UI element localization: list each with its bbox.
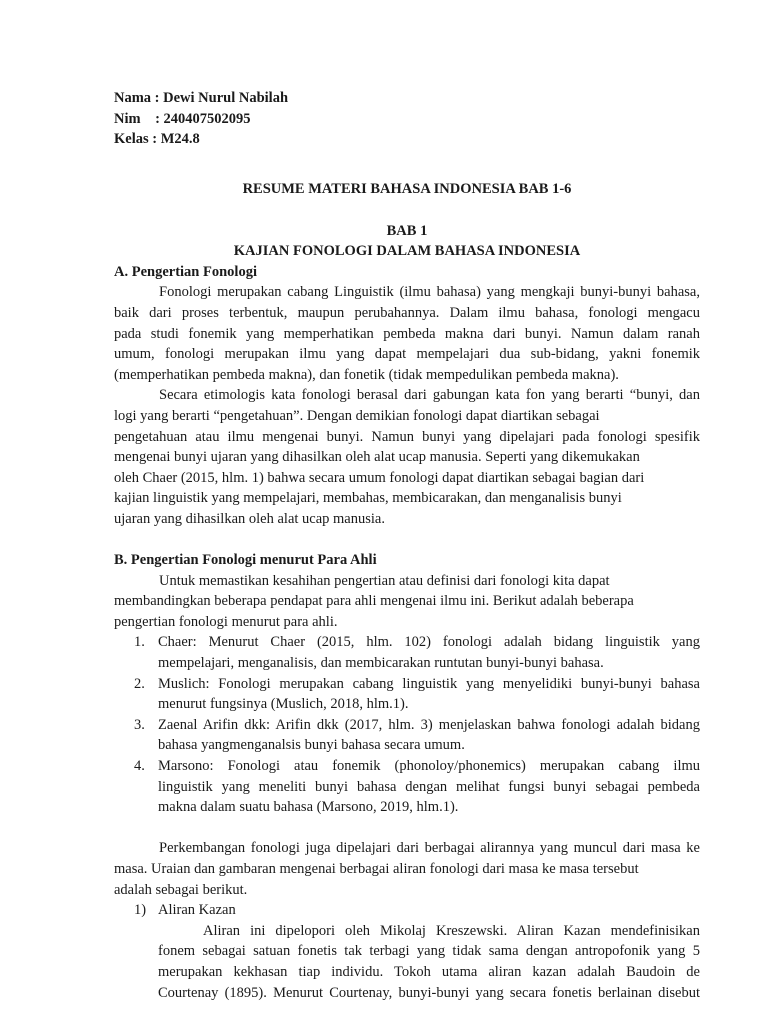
paragraph-line: kajian linguistik yang mempelajari, membahas, membicarakan, dan menganalisis bunyi: [114, 490, 622, 507]
expert-list: [114, 632, 700, 817]
list-line: fonem sebagai satuan fonetis tak terbagi yang tidak sama dengan antropofonik yang 5: [158, 943, 700, 960]
list-number: 3.: [134, 716, 145, 733]
list-line: menurut fungsinya (Muslich, 2018, hlm.1).: [158, 696, 409, 713]
section-a-paragraph-2: [114, 385, 700, 529]
paragraph-line: umum, fonologi merupakan ilmu yang dapat mempelajari dua sub-bidang, yakni fonemik: [114, 346, 700, 363]
nim-line: Nim : 240407502095: [114, 110, 251, 127]
student-info: [114, 88, 700, 150]
paragraph-line: adalah sebagai berikut.: [114, 881, 248, 898]
list-item: [114, 900, 700, 1003]
document-title: RESUME MATERI BAHASA INDONESIA BAB 1-6: [242, 181, 572, 198]
section-a-paragraph-1: [114, 282, 700, 385]
paragraph-line: pengertian fonologi menurut para ahli.: [114, 613, 338, 630]
list-number: 2.: [134, 675, 145, 692]
paragraph-line: masa. Uraian dan gambaran mengenai berbagai aliran fonologi dari masa ke masa tersebut: [114, 860, 639, 877]
list-line: linguistik yang meneliti bunyi bahasa dengan melihat fungsi bunyi sebagai pembeda: [158, 778, 700, 795]
list-item: [114, 674, 700, 715]
name-line: Nama : Dewi Nurul Nabilah: [114, 90, 289, 106]
list-line: merupakan kekhasan tiap individu. Tokoh utama aliran kazan adalah Baudoin de: [158, 963, 700, 980]
section-b-heading: B. Pengertian Fonologi menurut Para Ahli: [114, 552, 377, 569]
list-item: [114, 632, 700, 673]
paragraph-line: Fonologi merupakan cabang Linguistik (ilmu bahasa) yang mengkaji bunyi-bunyi bahasa,: [159, 284, 700, 301]
paragraph-line: ujaran yang dihasilkan oleh alat ucap manusia.: [114, 510, 385, 527]
list-line: makna dalam suatu bahasa (Marsono, 2019, hlm.1).: [158, 799, 459, 816]
paragraph-line: Secara etimologis kata fonologi berasal dari gabungan kata fon yang berarti “bunyi, dan: [159, 387, 700, 404]
development-paragraph: [114, 838, 700, 900]
paragraph-line: Untuk memastikan kesahihan pengertian atau definisi dari fonologi kita dapat: [159, 572, 610, 589]
list-number: 1.: [134, 634, 145, 651]
section-b-intro: [114, 571, 700, 633]
list-line: Courtenay (1895). Menurut Courtenay, bunyi-bunyi yang secara fonetis berlainan disebut: [158, 984, 700, 1001]
paragraph-line: membandingkan beberapa pendapat para ahli mengenai ilmu ini. Berikut adalah beberapa: [114, 593, 634, 610]
paragraph-line: (memperhatikan pembeda makna), dan fonetik (tidak mempedulikan pembeda makna).: [114, 366, 619, 383]
chapter-title: KAJIAN FONOLOGI DALAM BAHASA INDONESIA: [233, 243, 581, 260]
paragraph-line: pada studi fonemik yang memperhatikan pembeda makna dari bunyi. Namun dalam ranah: [114, 325, 700, 342]
paragraph-line: Perkembangan fonologi juga dipelajari dari berbagai alirannya yang muncul dari masa ke: [159, 840, 700, 857]
paragraph-line: logi yang berarti “pengetahuan”. Dengan demikian fonologi dapat diartikan sebagai: [114, 407, 600, 424]
paragraph-line: oleh Chaer (2015, hlm. 1) bahwa secara umum fonologi dapat diartikan sebagai bagian dari: [114, 469, 645, 486]
chapter-label: BAB 1: [386, 222, 428, 239]
list-item: [114, 715, 700, 756]
list-number: 1): [134, 902, 147, 919]
list-item: [114, 756, 700, 818]
document-body: [114, 88, 700, 1003]
aliran-title: Aliran Kazan: [158, 902, 236, 919]
paragraph-line: mengenai bunyi ujaran yang dihasilkan oleh alat ucap manusia. Seperti yang dikemukakan: [114, 449, 640, 466]
list-line: Marsono: Fonologi atau fonemik (phonoloy/phonemics) merupakan cabang ilmu: [158, 758, 700, 774]
list-line: Chaer: Menurut Chaer (2015, hlm. 102) fonologi adalah bidang linguistik yang: [158, 634, 700, 651]
section-a-heading: A. Pengertian Fonologi: [114, 263, 257, 280]
kelas-line: Kelas : M24.8: [114, 131, 200, 148]
list-line: Zaenal Arifin dkk: Arifin dkk (2017, hlm. 3) menjelaskan bahwa fonologi adalah bidang: [158, 716, 700, 733]
list-line: Aliran ini dipelopori oleh Mikolaj Kreszewski. Aliran Kazan mendefinisikan: [203, 922, 700, 939]
list-line: mempelajari, menganalisis, dan membicarakan runtutan bunyi-bunyi bahasa.: [158, 655, 604, 672]
paragraph-line: baik dari proses terbentuk, maupun perubahannya. Dalam ilmu bahasa, fonologi mengacu: [114, 304, 700, 321]
paragraph-line: pengetahuan atau ilmu mengenai bunyi. Namun bunyi yang dipelajari pada fonologi spesifik: [114, 428, 700, 445]
list-line: Muslich: Fonologi merupakan cabang linguistik yang menyelidiki bunyi-bunyi bahasa: [158, 675, 700, 692]
list-line: bahasa yangmenganalsis bunyi bahasa secara umum.: [158, 737, 465, 754]
aliran-list: [114, 900, 700, 1003]
list-number: 4.: [134, 758, 145, 774]
